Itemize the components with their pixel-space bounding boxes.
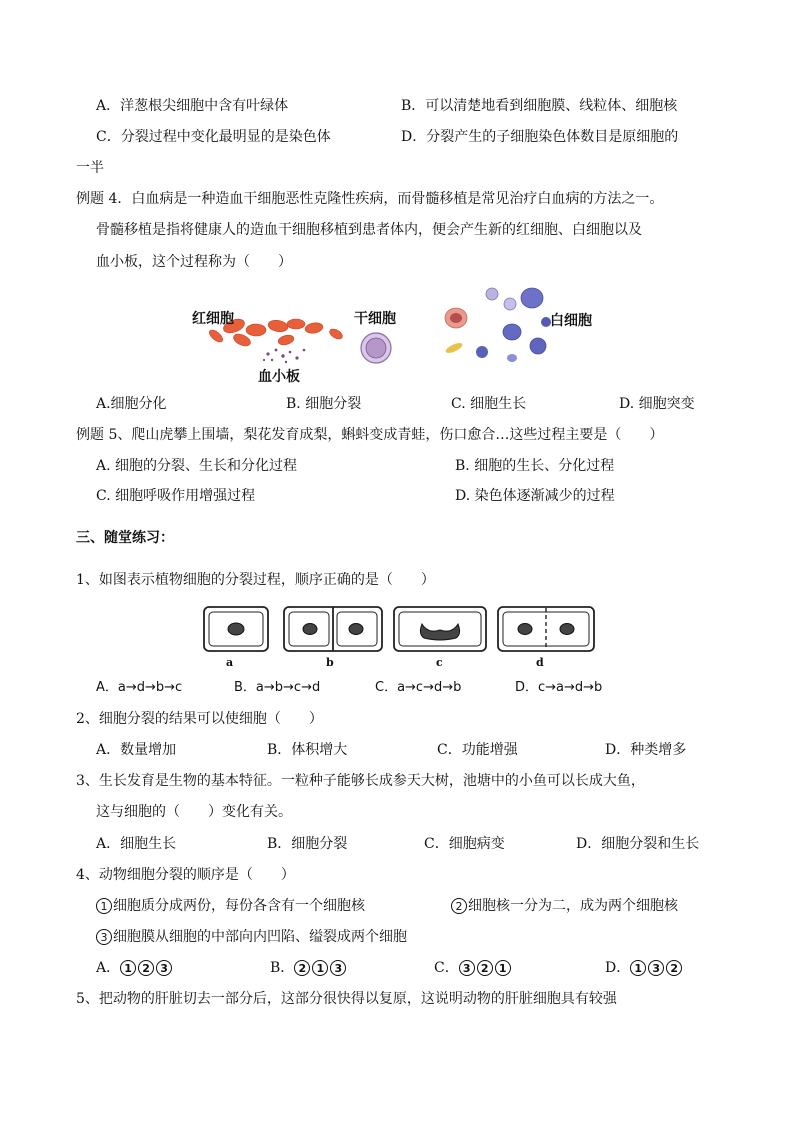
circled-number-1: 1 bbox=[96, 898, 112, 914]
prev-option-d-continued: 一半 bbox=[76, 160, 104, 176]
practice1-option-d: D．c→a→d→b bbox=[515, 680, 603, 695]
option-c-letter: C． bbox=[434, 960, 459, 976]
practice1-option-b: B．a→b→c→d bbox=[234, 680, 321, 695]
practice1-stem: 1、如图表示植物细胞的分裂过程，顺序正确的是（ ） bbox=[76, 572, 435, 588]
example4-option-a: A.细胞分化 bbox=[96, 396, 167, 412]
seq-num: 2 bbox=[666, 960, 682, 976]
cell-label-a: a bbox=[226, 656, 234, 669]
practice3-option-d: D．细胞分裂和生长 bbox=[576, 836, 700, 852]
example5-option-b: B. 细胞的生长、分化过程 bbox=[455, 458, 615, 474]
seq-num: 3 bbox=[459, 960, 475, 976]
practice4-statement1 bbox=[96, 896, 365, 916]
practice3-option-b: B．细胞分裂 bbox=[267, 836, 348, 852]
practice1-option-a: A．a→d→b→c bbox=[96, 680, 183, 695]
practice3-option-a: A．细胞生长 bbox=[96, 836, 177, 852]
cell-division-figure bbox=[200, 604, 600, 670]
seq-num: 1 bbox=[120, 960, 136, 976]
cell-label-d: d bbox=[536, 656, 544, 669]
practice4-option-d bbox=[605, 958, 684, 978]
seq-num: 3 bbox=[648, 960, 664, 976]
statement1-text: 细胞质分成两份，每份各含有一个细胞核 bbox=[113, 898, 365, 914]
practice4-stem: 4、动物细胞分裂的顺序是（ ） bbox=[76, 867, 295, 883]
platelet-label: 血小板 bbox=[258, 369, 300, 385]
seq-num: 2 bbox=[477, 960, 493, 976]
cell-label-c: c bbox=[436, 656, 443, 669]
practice2-stem: 2、细胞分裂的结果可以使细胞（ ） bbox=[76, 711, 323, 727]
seq-num: 2 bbox=[138, 960, 154, 976]
seq-num: 2 bbox=[294, 960, 310, 976]
seq-num: 3 bbox=[156, 960, 172, 976]
circled-number-2: 2 bbox=[451, 898, 467, 914]
practice2-option-b: B．体积增大 bbox=[267, 742, 348, 758]
practice4-statement3 bbox=[96, 927, 407, 947]
cell-label-b: b bbox=[326, 656, 334, 669]
practice4-statement2 bbox=[451, 896, 678, 916]
white-cell-label: 白细胞 bbox=[550, 313, 592, 329]
blood-cell-illustration bbox=[186, 280, 616, 388]
example4-option-d: D. 细胞突变 bbox=[619, 396, 695, 412]
practice2-option-d: D．种类增多 bbox=[605, 742, 687, 758]
option-b-letter: B． bbox=[270, 960, 295, 976]
prev-option-d: D．分裂产生的子细胞染色体数目是原细胞的 bbox=[401, 129, 679, 145]
seq-num: 1 bbox=[312, 960, 328, 976]
option-a-letter: A． bbox=[96, 960, 121, 976]
example5-option-a: A. 细胞的分裂、生长和分化过程 bbox=[96, 458, 298, 474]
prev-option-a: A．洋葱根尖细胞中含有叶绿体 bbox=[96, 98, 289, 114]
plant-cell-division-diagram bbox=[200, 604, 600, 656]
seq-num: 1 bbox=[630, 960, 646, 976]
practice2-option-a: A．数量增加 bbox=[96, 742, 177, 758]
practice1-option-c: C．a→c→d→b bbox=[375, 680, 462, 695]
example5-stem: 例题 5、爬山虎攀上围墙，梨花发育成梨，蝌蚪变成青蛙，伤口愈合…这些过程主要是（ ） bbox=[76, 427, 664, 443]
blood-cell-figure bbox=[186, 280, 616, 388]
example4-option-c: C. 细胞生长 bbox=[451, 396, 527, 412]
circled-number-3: 3 bbox=[96, 929, 112, 945]
example5-option-d: D. 染色体逐渐减少的过程 bbox=[455, 488, 615, 504]
practice4-option-c bbox=[434, 958, 513, 978]
prev-option-c: C．分裂过程中变化最明显的是染色体 bbox=[96, 129, 331, 145]
practice3-option-c: C．细胞病变 bbox=[424, 836, 505, 852]
option-d-letter: D． bbox=[605, 960, 631, 976]
practice5-stem: 5、把动物的肝脏切去一部分后，这部分很快得以复原，这说明动物的肝脏细胞具有较强 bbox=[76, 991, 617, 1007]
practice4-option-b bbox=[270, 958, 348, 978]
example4-line2: 骨髓移植是指将健康人的造血干细胞移植到患者体内，便会产生新的红细胞、白细胞以及 bbox=[96, 222, 642, 238]
red-cell-label: 红细胞 bbox=[192, 311, 234, 327]
practice2-option-c: C．功能增强 bbox=[437, 742, 518, 758]
stem-cell-label: 干细胞 bbox=[354, 311, 396, 327]
practice3-line1: 3、生长发育是生物的基本特征。一粒种子能够长成参天大树，池塘中的小鱼可以长成大鱼， bbox=[76, 773, 645, 789]
section3-title: 三、随堂练习： bbox=[76, 530, 174, 546]
seq-num: 1 bbox=[495, 960, 511, 976]
practice4-option-a bbox=[96, 958, 174, 978]
seq-num: 3 bbox=[330, 960, 346, 976]
practice3-line2: 这与细胞的（ ）变化有关。 bbox=[96, 804, 292, 820]
prev-option-b: B．可以清楚地看到细胞膜、线粒体、细胞核 bbox=[401, 98, 678, 114]
example4-option-b: B. 细胞分裂 bbox=[286, 396, 362, 412]
example5-option-c: C. 细胞呼吸作用增强过程 bbox=[96, 488, 256, 504]
example4-line1: 例题 4．白血病是一种造血干细胞恶性克隆性疾病，而骨髓移植是常见治疗白血病的方法之一。 bbox=[76, 191, 664, 207]
statement3-text: 细胞膜从细胞的中部向内凹陷、缢裂成两个细胞 bbox=[113, 929, 407, 945]
example4-line3: 血小板，这个过程称为（ ） bbox=[96, 254, 292, 270]
statement2-text: 细胞核一分为二，成为两个细胞核 bbox=[468, 898, 678, 914]
